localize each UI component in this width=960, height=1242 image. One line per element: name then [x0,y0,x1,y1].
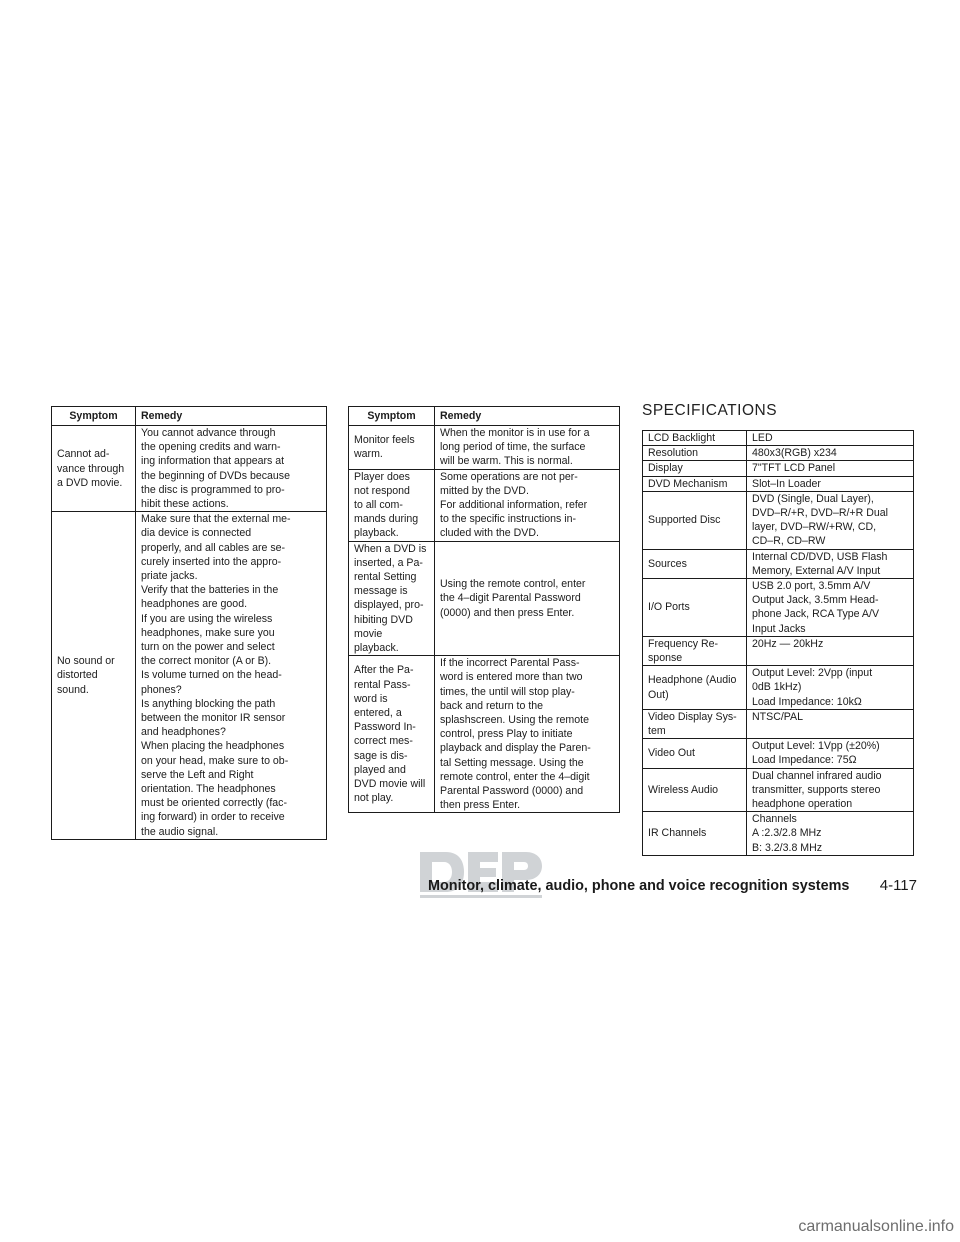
spec-label [643,709,747,738]
text-line: CD–R, CD–RW [752,535,826,548]
text-line: not respond [354,484,410,497]
text-line: If you are using the wireless [141,612,273,625]
text-line: mitted by the DVD. [440,484,529,497]
text-line: Output Jack, 3.5mm Head- [752,594,879,607]
text-line: properly, and all cables are se- [141,541,286,554]
text-line: Video Out [648,747,695,760]
table-row [643,709,914,738]
remedy-header: Remedy [136,407,327,426]
spec-label [643,491,747,549]
remedy-cell [136,512,327,840]
text-line: tal Setting message. Using the [440,756,584,769]
text-line: After the Pa- [354,664,414,677]
text-line: cluded with the DVD. [440,527,539,540]
remedy-cell [435,541,620,656]
text-line: playback. [354,527,399,540]
table-row [643,739,914,768]
table-row [349,469,620,541]
remedy-cell [435,469,620,541]
remedy-cell [435,426,620,470]
troubleshooting-table-2 [348,406,620,813]
text-line: displayed, pro- [354,599,424,612]
text-line: vance through [57,462,125,475]
spec-label [643,739,747,768]
symptom-header: Symptom [52,407,136,426]
text-line: Using the remote control, enter [440,578,586,591]
text-line: the correct monitor (A or B). [141,655,272,668]
spec-value [747,461,914,476]
text-line: Resolution [648,447,699,460]
text-line: No sound or [57,655,115,668]
spec-label [643,461,747,476]
text-line: B: 3.2/3.8 MHz [752,841,823,854]
text-line: ing information that appears at [141,455,285,468]
text-line: played and [354,763,406,776]
text-line: A :2.3/2.8 MHz [752,827,822,840]
text-line: Is volume turned on the head- [141,669,282,682]
spec-value [747,709,914,738]
text-line: hibit these actions. [141,498,229,511]
table-row [643,636,914,665]
text-line: Display [648,462,683,475]
text-line: When a DVD is [354,542,427,555]
spec-value [747,579,914,637]
spec-label [643,768,747,812]
text-line: Verify that the batteries in the [141,584,279,597]
text-line: You cannot advance through [141,427,276,439]
spec-label [643,636,747,665]
text-line: When the monitor is in use for a [440,427,590,439]
spec-value [747,768,914,812]
table-row [643,579,914,637]
text-line: Make sure that the external me- [141,513,291,526]
text-line: Headphone (Audio [648,674,737,687]
text-line: DVD (Single, Dual Layer), [752,492,874,505]
text-line: distorted [57,669,98,682]
table-row [643,491,914,549]
text-line: curely inserted into the appro- [141,555,282,568]
text-line: DVD Mechanism [648,477,728,490]
text-line: layer, DVD–RW/+RW, CD, [752,521,877,534]
text-line: 0dB 1kHz) [752,681,802,694]
text-line: the disc is programmed to pro- [141,483,285,496]
table-row [643,666,914,710]
text-line: the opening credits and warn- [141,441,281,454]
text-line: (0000) and then press Enter. [440,606,575,619]
table-row [643,768,914,812]
symptom-cell [52,512,136,840]
spec-label [643,431,747,446]
text-line: sound. [57,683,89,696]
text-line: When placing the headphones [141,740,285,753]
text-line: between the monitor IR sensor [141,712,286,725]
spec-value [747,739,914,768]
spec-value [747,476,914,491]
spec-value [747,549,914,578]
text-line: Output Level: 1Vpp (±20%) [752,740,880,753]
table-row [643,476,914,491]
text-line: phones? [141,683,182,696]
text-line: Monitor feels [354,434,415,447]
text-line: headphone operation [752,798,853,811]
table-row [643,446,914,461]
text-line: headphones, make sure you [141,626,275,639]
text-line: Video Display Sys- [648,710,737,723]
text-line: rental Pass- [354,678,411,691]
text-line: the beginning of DVDs because [141,469,291,482]
text-line: DVD–R/+R, DVD–R/+R Dual [752,507,888,520]
text-line: on your head, make sure to ob- [141,754,289,767]
troubleshooting-table-1 [51,406,327,840]
watermark-text: carmanualsonline.info [798,1218,954,1235]
text-line: remote control, enter the 4–digit [440,770,590,783]
text-line: times, the until will stop play- [440,685,575,698]
text-line: NTSC/PAL [752,710,804,723]
text-line: LED [752,432,773,444]
text-line: warm. [354,448,383,461]
text-line: word is entered more than two [440,671,583,684]
text-line: I/O Ports [648,601,690,614]
specifications-heading: SPECIFICATIONS [642,402,778,419]
table-row [52,512,327,840]
text-line: Input Jacks [752,622,806,635]
text-line: playback. [354,642,399,655]
text-line: Channels [752,813,797,826]
text-line: movie [354,627,383,640]
remedy-header: Remedy [435,407,620,426]
spec-label [643,476,747,491]
text-line: DVD movie will [354,777,426,790]
table-header-row [52,407,327,426]
table-row [643,549,914,578]
text-line: Memory, External A/V Input [752,564,881,577]
remedy-cell [136,426,327,512]
text-line: sage is dis- [354,749,408,762]
text-line: inserted, a Pa- [354,556,423,569]
specifications-table [642,430,914,856]
text-line: Slot–In Loader [752,477,821,490]
spec-label [643,812,747,856]
text-line: the 4–digit Parental Password [440,592,581,605]
text-line: ing forward) in order to receive [141,811,285,824]
symptom-cell [349,469,435,541]
text-line: Internal CD/DVD, USB Flash [752,550,888,563]
text-line: LCD Backlight [648,432,716,444]
spec-value [747,431,914,446]
text-line: 480x3(RGB) x234 [752,447,837,460]
table-row [349,541,620,656]
table-row [52,426,327,512]
text-line: sponse [648,652,683,665]
symptom-header: Symptom [349,407,435,426]
spec-value [747,812,914,856]
text-line: Dual channel infrared audio [752,769,882,782]
text-line: transmitter, supports stereo [752,783,881,796]
spec-value [747,636,914,665]
text-line: splashscreen. Using the remote [440,714,589,727]
spec-label [643,446,747,461]
text-line: headphones are good. [141,598,248,611]
text-line: Supported Disc [648,514,721,527]
text-line: 20Hz — 20kHz [752,637,824,650]
text-line: Wireless Audio [648,783,719,796]
text-line: not play. [354,792,394,805]
text-line: message is [354,585,408,598]
text-line: hibiting DVD [354,613,413,626]
text-line: Cannot ad- [57,448,110,461]
spec-label [643,549,747,578]
text-line: rental Setting [354,571,417,584]
text-line: long period of time, the surface [440,441,586,454]
text-line: orientation. The headphones [141,783,276,796]
text-line: turn on the power and select [141,641,275,654]
text-line: to all com- [354,499,403,512]
spec-label [643,579,747,637]
table-row [643,461,914,476]
text-line: Out) [648,688,669,701]
text-line: word is [354,692,388,705]
symptom-cell [349,656,435,813]
table-header-row [349,407,620,426]
table-row [349,426,620,470]
footer-section-title: Monitor, climate, audio, phone and voice recognition systems [428,878,850,894]
page-footer [400,876,920,902]
text-line: phone Jack, RCA Type A/V [752,608,880,621]
table-row [643,812,914,856]
text-line: IR Channels [648,827,707,840]
text-line: Load Impedance: 10kΩ [752,695,862,708]
text-line: Player does [354,470,410,483]
text-line: serve the Left and Right [141,768,254,781]
text-line: the audio signal. [141,825,219,838]
text-line: a DVD movie. [57,476,123,489]
text-line: control, press Play to initiate [440,728,573,741]
text-line: 7"TFT LCD Panel [752,462,836,475]
symptom-cell [349,541,435,656]
text-line: For additional information, refer [440,499,588,512]
text-line: back and return to the [440,699,544,712]
text-line: playback and display the Paren- [440,742,591,755]
text-line: Load Impedance: 75Ω [752,754,857,767]
page-number: 4-117 [879,877,917,894]
text-line: Parental Password (0000) and [440,785,584,798]
text-line: Some operations are not per- [440,470,578,483]
symptom-cell [52,426,136,512]
text-line: dia device is connected [141,527,252,540]
table-row [349,656,620,813]
spec-value [747,446,914,461]
text-line: Output Level: 2Vpp (input [752,667,873,680]
text-line: and headphones? [141,726,226,739]
text-line: priate jacks. [141,570,198,583]
spec-value [747,491,914,549]
text-line: Sources [648,557,687,570]
spec-value [747,666,914,710]
text-line: tem [648,725,666,738]
text-line: to the specific instructions in- [440,513,577,526]
text-line: must be oriented correctly (fac- [141,797,288,810]
text-line: USB 2.0 port, 3.5mm A/V [752,580,871,593]
text-line: entered, a [354,706,402,719]
text-line: correct mes- [354,735,413,748]
text-line: Is anything blocking the path [141,697,276,710]
text-line: mands during [354,513,419,526]
remedy-cell [435,656,620,813]
symptom-cell [349,426,435,470]
text-line: then press Enter. [440,799,521,812]
text-line: will be warm. This is normal. [440,455,573,468]
text-line: If the incorrect Parental Pass- [440,657,580,670]
table-row [643,431,914,446]
text-line: Frequency Re- [648,637,719,650]
spec-label [643,666,747,710]
text-line: Password In- [354,721,416,734]
